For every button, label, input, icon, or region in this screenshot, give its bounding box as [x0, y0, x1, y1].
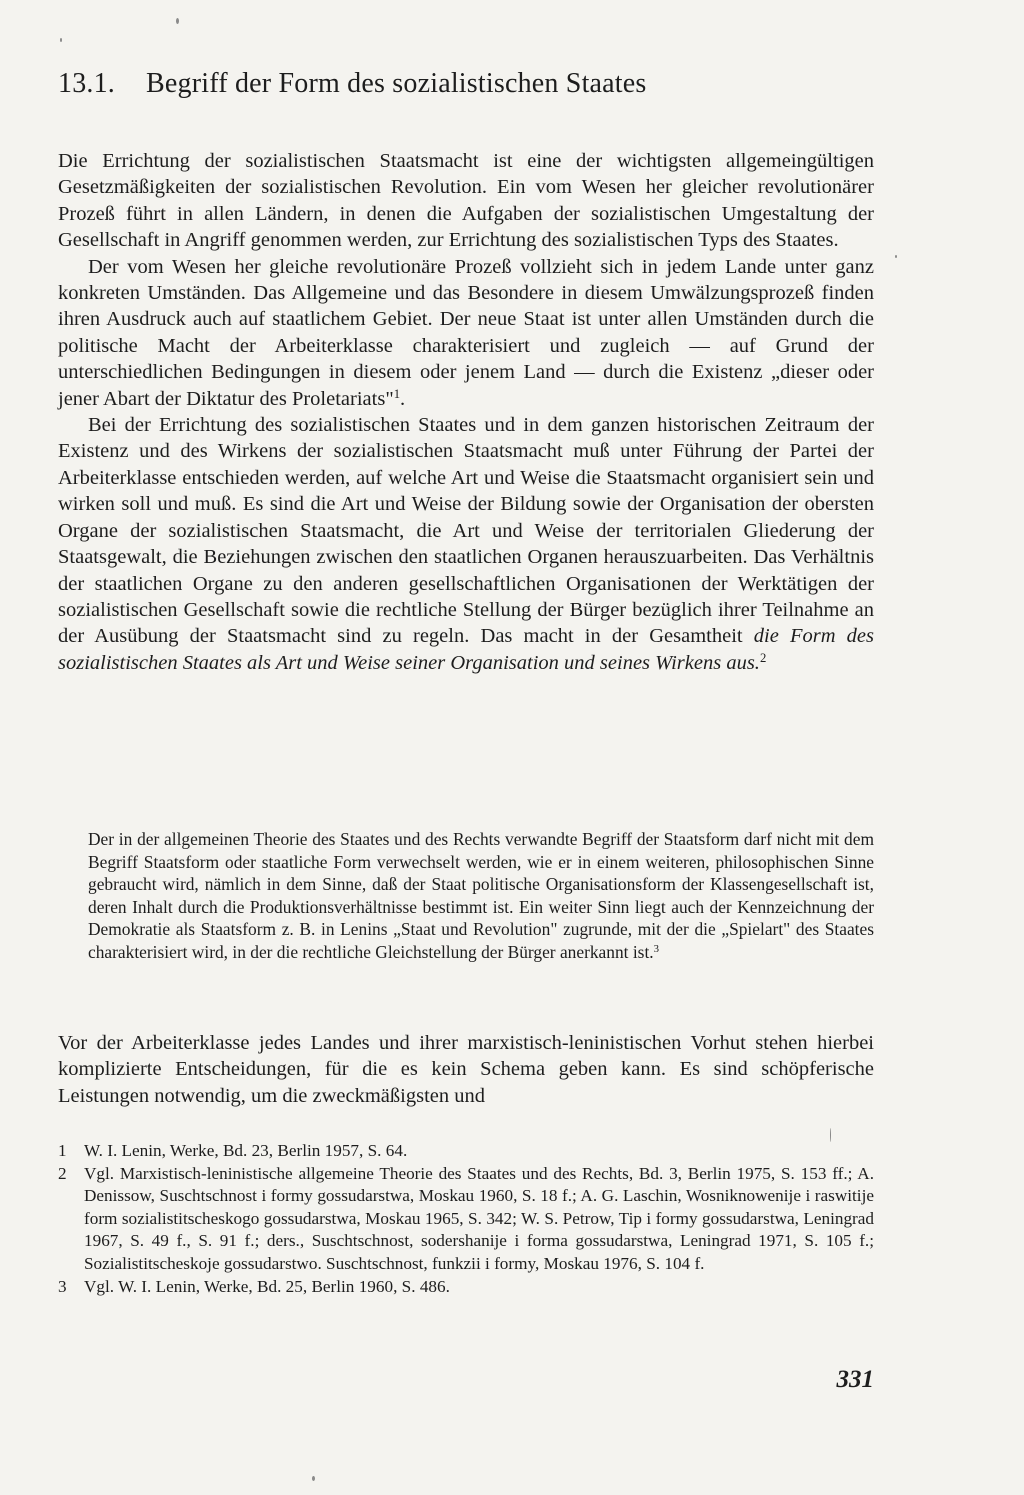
footnote-number: 3 — [58, 1276, 67, 1296]
paragraph-2: Der vom Wesen her gleiche revolutionäre Prozeß vollzieht sich in jedem Lande unter ganz konkreten Umständen. Das Allgemeine und das Besondere in diesem Umwälzungsprozeß finden ihren Ausdruck auch auf staatlichem Gebiet. Der neue Staat ist unter allen Umständen durch die politische Macht der Arbeiterklasse charakterisiert und zugleich — auf Grund der unterschiedlichen Bedingungen in diesem oder jenem Land — durch die Existenz „dieser oder jener Abart der Diktatur des Proletariats"$^1$. — [58, 255, 874, 410]
footnote-text: Vgl. W. I. Lenin, Werke, Bd. 25, Berlin 1960, S. 486. — [84, 1276, 450, 1296]
section-title: Begriff der Form des sozialistischen Staates — [146, 68, 647, 99]
scan-speck — [312, 1476, 315, 1481]
footnotes — [58, 1140, 874, 1298]
main-text-continued — [58, 1030, 874, 1109]
paragraph-1: Die Errichtung der sozialistischen Staatsmacht ist eine der wichtigsten allgemeingültigen Gesetzmäßigkeiten der sozialistischen Revolution. Ein vom Wesen her gleicher revolutionärer Prozeß führt in allen Ländern, in denen die Aufgaben der sozialistischen Umgestaltung der Gesellschaft in Angriff genommen werden, zur Errichtung des sozialistischen Typs des Staates. — [58, 150, 874, 252]
section-number: 13.1. — [58, 68, 115, 99]
note-block — [88, 828, 874, 964]
scan-speck — [60, 38, 62, 42]
emphasis-definition: die Form des sozialistischen Staates als Art und Weise seiner Organisation und seines Wirkens aus. — [58, 625, 874, 674]
section-heading — [58, 68, 647, 100]
footnote-number: 2 — [58, 1163, 67, 1183]
footnote-text: Vgl. Marxistisch-leninistische allgemeine Theorie des Staates und des Rechts, Bd. 3, Berlin 1975, S. 153 ff.; A. Denissow, Suschtschnost i formy gossudarstwa, Moskau 1960, S. 18 f.; A. G. Laschin, Wosniknowenije i raswitije form sozialistitscheskogo gossudarstwa, Moskau 1965, S. 342; W. S. Petrow, Tip i formy gossudarstwa, Leningrad 1967, S. 49 f., S. 91 f.; ders., Suschtschnost, sodershanije i forma gossudarstwa, Leningrad 1971, S. 105 f.; Sozialistitscheskoje gossudarstwo. Suschtschnost, funkzii i formy, Moskau 1976, S. 104 f. — [84, 1163, 874, 1273]
page-number: 331 — [836, 1366, 874, 1393]
footnote-ref-2: 2 — [759, 650, 767, 665]
scan-speck — [895, 255, 897, 258]
footnote-ref-1: 1 — [393, 386, 401, 401]
footnote-1 — [58, 1140, 874, 1163]
footnote-ref-3: 3 — [653, 943, 660, 956]
main-text — [58, 148, 874, 676]
scan-speck — [176, 18, 179, 24]
note-paragraph: Der in der allgemeinen Theorie des Staates und des Rechts verwandte Begriff der Staatsform darf nicht mit dem Begriff Staatsform oder staatliche Form verwechselt werden, wie er in einem weiteren, philosophischen Sinne gebraucht wird, nämlich in dem Sinne, daß der Staat politische Organisationsform der Klassengesellschaft ist, deren Inhalt durch die Produktionsverhältnisse bestimmt ist. Ein weiter Sinn liegt auch der Kennzeichnung der Demokratie als Staatsform z. B. in Lenins „Staat und Revolution" zugrunde, mit der die „Spielart" des Staates charakterisiert wird, in der die rechtliche Gleichstellung der Bürger anerkannt ist.$^3$ — [88, 829, 874, 962]
footnote-3 — [58, 1276, 874, 1299]
footnote-number: 1 — [58, 1141, 67, 1160]
paragraph-4: Vor der Arbeiterklasse jedes Landes und ihrer marxistisch-leninistischen Vorhut stehen hierbei komplizierte Entscheidungen, für die es kein Schema geben kann. Es sind schöpferische Leistungen notwendig, um die zweckmäßigsten und — [58, 1032, 874, 1107]
footnote-text: W. I. Lenin, Werke, Bd. 23, Berlin 1957, S. 64. — [84, 1141, 408, 1160]
paragraph-3: Bei der Errichtung des sozialistischen Staates und in dem ganzen historischen Zeitraum der Existenz und des Wirkens der sozialistischen Staatsmacht muß unter Führung der Partei der Arbeiterklasse entschieden werden, auf welche Art und Weise die Staatsmacht organisiert sein und wirken soll und muß. Es sind die Art und Weise der Bildung sowie der Organisation der obersten Organe der sozialistischen Staatsmacht, die Art und Weise der territorialen Gliederung der Staatsgewalt, die Beziehungen zwischen den staatlichen Organen herauszuarbeiten. Das Verhältnis der staatlichen Organe zu den anderen gesellschaftlichen Organisationen der Werktätigen der sozialistischen Gesellschaft sowie die rechtliche Stellung der Bürger bezüglich ihrer Teilnahme an der Ausübung der Staatsmacht sind zu regeln. Das macht in der Gesamtheit die Form des sozialistischen Staates als Art und Weise seiner Organisation und seines Wirkens aus.$^2$ — [58, 414, 874, 674]
footnote-2 — [58, 1163, 874, 1276]
